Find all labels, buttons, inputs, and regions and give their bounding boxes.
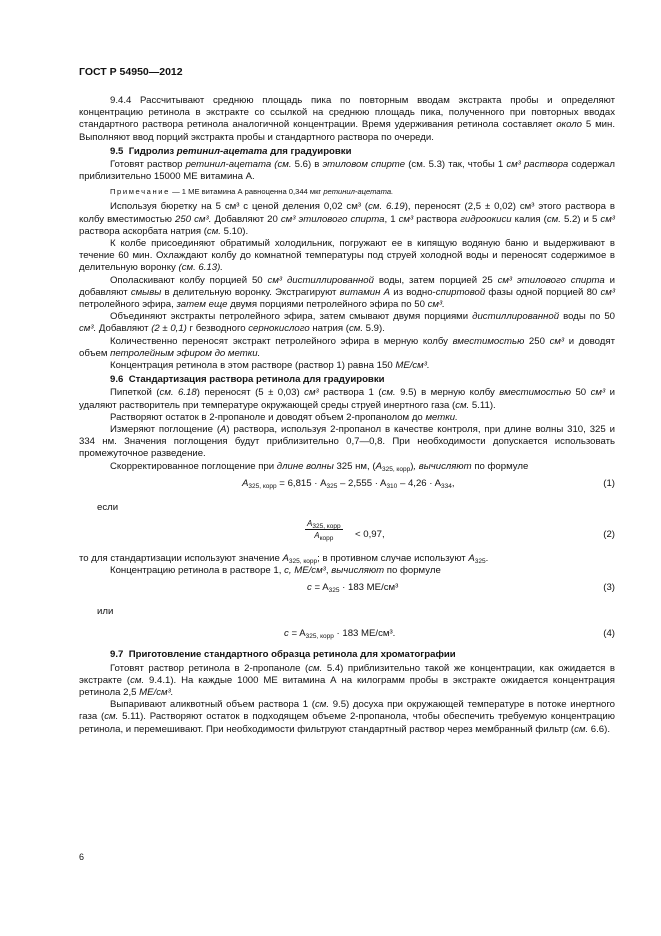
page-number: 6 <box>79 852 85 862</box>
formula-number-1: (1) <box>603 477 615 489</box>
paragraph-9-6-4: Скорректированное поглощение при длине волны 325 нм, $(A_{325, корр})$, вычисляют по формуле <box>110 460 529 473</box>
paragraph-9-5-4: Ополаскивают колбу порцией 50 см³ дистиллированной воды, затем порцией 25 см³ этилового спирта и добавляют смывы в делительную воронку. Экстрагируют витамин А из водно-спиртовой фазы одной порцией 80 см³ петролейного эфира, затем еще двумя порциями петролейного эфира по 50 см³. <box>79 274 616 311</box>
formula-4: $c = A_{325, корр} \cdot 183$ МЕ/см³. (4) <box>284 628 615 641</box>
note-paragraph: Примечание — 1 МЕ витамина А равноценна 0,344 мкг ретинил-ацетата. <box>110 187 394 197</box>
paragraph-9-7-1: Готовят раствор ретинола в 2-пропаноле (см. 5.4) приблизительно такой же концентрации, как ожидается в экстракте (см. 9.4.1). На каждые 1000 МЕ витамина А на килограмм пробы в экстракте ожидается концентрация ретинола 2,5 МЕ/см³. <box>79 662 615 698</box>
paragraph-9-6-2: Растворяют остаток в 2-пропаноле и доводят объем 2-пропанолом до метки. <box>110 411 458 423</box>
document-body <box>79 95 615 736</box>
paragraph-9-5-3: К колбе присоединяют обратимый холодильник, погружают ее в кипящую водяную баню и выдерживают в течение 60 мин. Охлаждают колбу до комнатной температуры под струей холодной воды и переносят содержимое в делительную воронку (см. 6.13). <box>79 238 615 274</box>
paragraph-9-6-6: Концентрацию ретинола в растворе 1, c, МЕ/см³, вычисляют по формуле <box>110 565 441 577</box>
formula-2: $A_{325, корр}$ $A_{корр}$ < 0,97, (2) <box>307 518 615 542</box>
paragraph-9-6-3: Измеряют поглощение (А) раствора, используя 2-пропанол в качестве контроля, при длине волны 310, 325 и 334 нм. Значения поглощения будут приблизительно 0,7—0,8. При необходимости допускается использовать промежуточное разведение. <box>79 424 615 460</box>
formula-number-2: (2) <box>603 528 615 540</box>
formula-3: $c = A_{325} \cdot 183$ МЕ/см³ (3) <box>307 582 615 595</box>
section-9-7-heading: 9.7 Приготовление стандартного образца ретинола для хроматографии <box>110 649 456 661</box>
paragraph-9-4-4: 9.4.4 Рассчитывают среднюю площадь пика по повторным вводам экстракта пробы и определяют концентрацию ретинола в экстракте со ссылкой на среднюю площадь пика, полученного при повторных вводах стандартного раствора ретинола аналогичной концентрации. Время удерживания ретинола составляет около 5 мин. Выполняют ввод порций экстракта пробы и стандартного раствора по очереди. <box>79 95 615 143</box>
section-9-6-heading: 9.6 Стандартизация раствора ретинола для градуировки <box>110 374 385 386</box>
formula-number-4: (4) <box>603 628 615 640</box>
paragraph-9-5-5: Объединяют экстракты петролейного эфира, затем смывают двумя порциями дистиллированной воды по 50 см³. Добавляют (2 ± 0,1) г безводного сернокислого натрия (см. 5.9). <box>79 311 615 335</box>
paragraph-9-7-2: Выпаривают аликвотный объем раствора 1 (см. 9.5) досуха при окружающей температуре в потоке инертного газа (см. 5.11). Растворяют остаток в подходящем объеме 2-пропанола, чтобы обеспечить требуемую концентрацию ретинола, и перемешивают. При необходимости фильтруют стандартный раствор через мембранный фильтр (см. 6.6). <box>79 699 615 735</box>
section-9-5-heading: 9.5 Гидролиз ретинил-ацетата для градуировки <box>110 145 352 157</box>
formula-1: $A_{325, корр} = 6,815 \cdot A_{325} - 2,555 \cdot A_{310} - 4,26 \cdot A_{334}$, (1) <box>242 477 615 490</box>
paragraph-9-6-1: Пипеткой (см. 6.18) переносят (5 ± 0,03) см³ раствора 1 (см. 9.5) в мерную колбу вместимостью 50 см³ и удаляют растворитель при температуре окружающей среды струей инертного газа (см. 5.11). <box>79 387 616 411</box>
condition-word: если <box>97 501 119 513</box>
paragraph-9-5-1: Готовят раствор ретинил-ацетата (см. 5.6) в этиловом спирте (см. 5.3) так, чтобы 1 см³ раствора содержал приблизительно 15000 МЕ витамина А. <box>79 159 615 183</box>
formula-number-3: (3) <box>603 582 615 594</box>
document-header: ГОСТ Р 54950—2012 <box>79 66 183 78</box>
paragraph-9-5-2: Используя бюретку на 5 см³ с ценой деления 0,02 см³ (см. 6.19), переносят (2,5 ± 0,02) см³ этого раствора в колбу вместимостью 250 см³. Добавляют 20 см³ этилового спирта, 1 см³ раствора гидроокиси калия (см. 5.2) и 5 см³ раствора аскорбата натрия (см. 5.10). <box>79 201 615 237</box>
paragraph-9-5-7: Концентрация ретинола в этом растворе (раствор 1) равна 150 МЕ/см³. <box>110 360 430 372</box>
paragraph-9-5-6: Количественно переносят экстракт петролейного эфира в мерную колбу вместимостью 250 см³ и доводят объем петролейным эфиром до метки. <box>79 335 615 359</box>
alternative-word: или <box>97 606 114 618</box>
paragraph-9-6-5: то для стандартизации используют значение $A_{325, корр}$; в противном случае используют $A_{325}$. <box>79 552 489 565</box>
